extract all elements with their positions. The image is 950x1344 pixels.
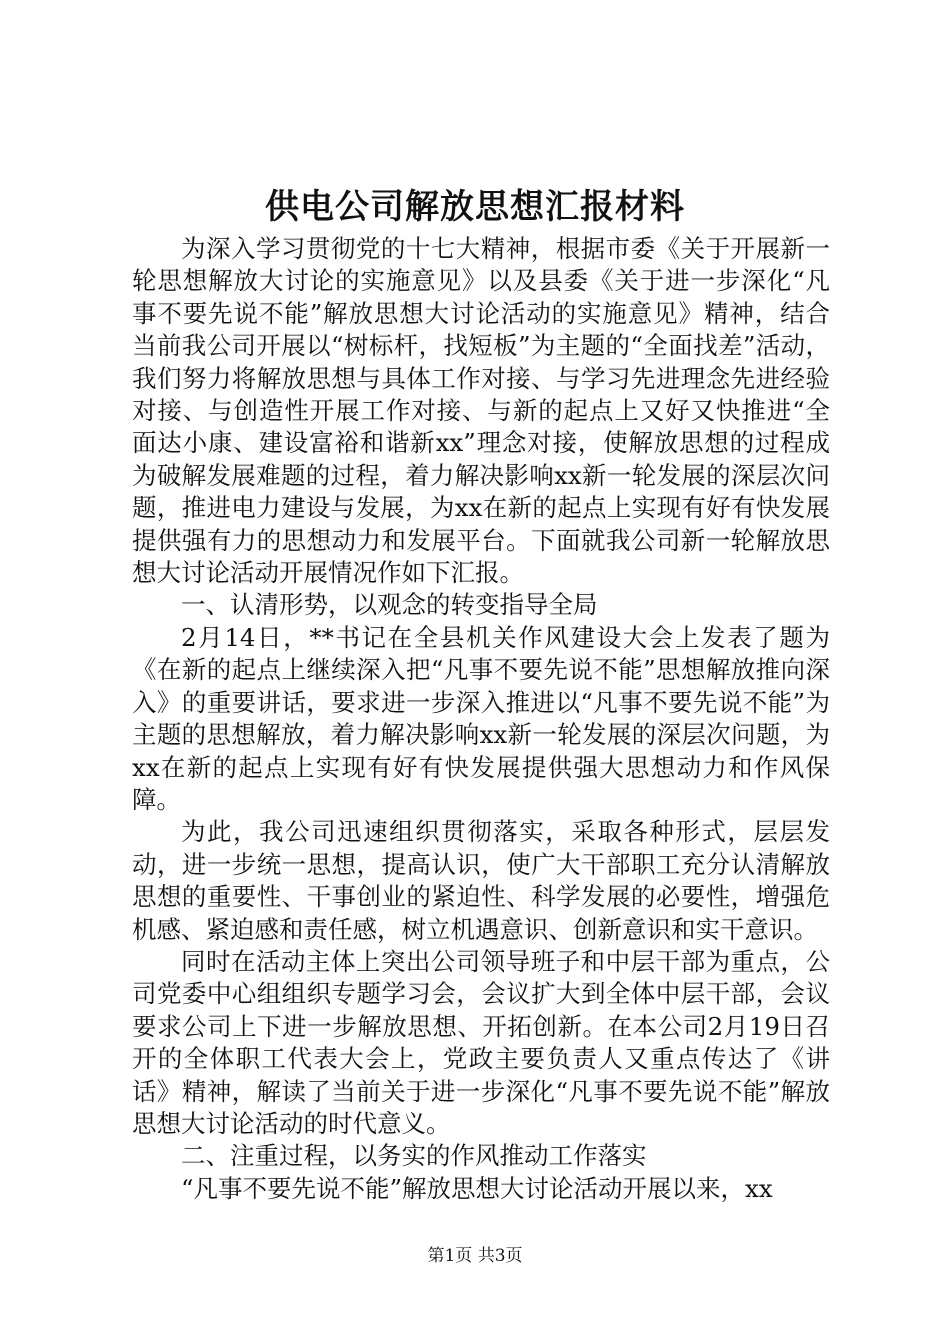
paragraph-implementation: 为此，我公司迅速组织贯彻落实，采取各种形式，层层发动，进一步统一思想，提高认识，使广大干部职工充分认清解放思想的重要性、干事创业的紧迫性、科学发展的必要性，增强危机感、紧迫感和责任感，树立机遇意识、创新意识和实干意识。 — [132, 817, 830, 944]
paragraph-intro: 为深入学习贯彻党的十七大精神，根据市委《关于开展新一轮思想解放大讨论的实施意见》以及县委《关于进一步深化“凡事不要先说不能”解放思想大讨论活动的实施意见》精神，结合当前我公司开展以“树标杆，找短板”为主题的“全面找差”活动，我们努力将解放思想与具体工作对接、与学习先进理念先进经验对接、与创造性开展工作对接、与新的起点上又好又快推进“全面达小康、建设富裕和谐新xx”理念对接，使解放思想的过程成为破解发展难题的过程，着力解决影响xx新一轮发展的深层次问题，推进电力建设与发展，为xx在新的起点上实现有好有快发展提供强有力的思想动力和发展平台。下面就我公司新一轮解放思想大讨论活动开展情况作如下汇报。 — [132, 234, 830, 588]
paragraph-speech: 2月14日，**书记在全县机关作风建设大会上发表了题为《在新的起点上继续深入把“凡事不要先说不能”思想解放推向深入》的重要讲话，要求进一步深入推进以“凡事不要先说不能”为主题的思想解放，着力解决影响xx新一轮发展的深层次问题，为xx在新的起点上实现有好有快发展提供强大思想动力和作风保障。 — [132, 622, 830, 814]
document-title: 供电公司解放思想汇报材料 — [265, 187, 685, 227]
section-heading-1: 一、认清形势，以观念的转变指导全局 — [181, 590, 598, 620]
paragraph-activity: “凡事不要先说不能”解放思想大讨论活动开展以来，xx — [181, 1173, 773, 1203]
page-number-footer: 第1页 共3页 — [427, 1246, 523, 1266]
section-heading-2: 二、注重过程，以务实的作风推动工作落实 — [181, 1141, 647, 1171]
document-body — [132, 233, 830, 1205]
paragraph-leadership: 同时在活动主体上突出公司领导班子和中层干部为重点，公司党委中心组组织专题学习会，会议扩大到全体中层干部，会议要求公司上下进一步解放思想、开拓创新。在本公司2月19日召开的全体职工代表大会上，党政主要负责人又重点传达了《讲话》精神，解读了当前关于进一步深化“凡事不要先说不能”解放思想大讨论活动的时代意义。 — [132, 946, 830, 1138]
